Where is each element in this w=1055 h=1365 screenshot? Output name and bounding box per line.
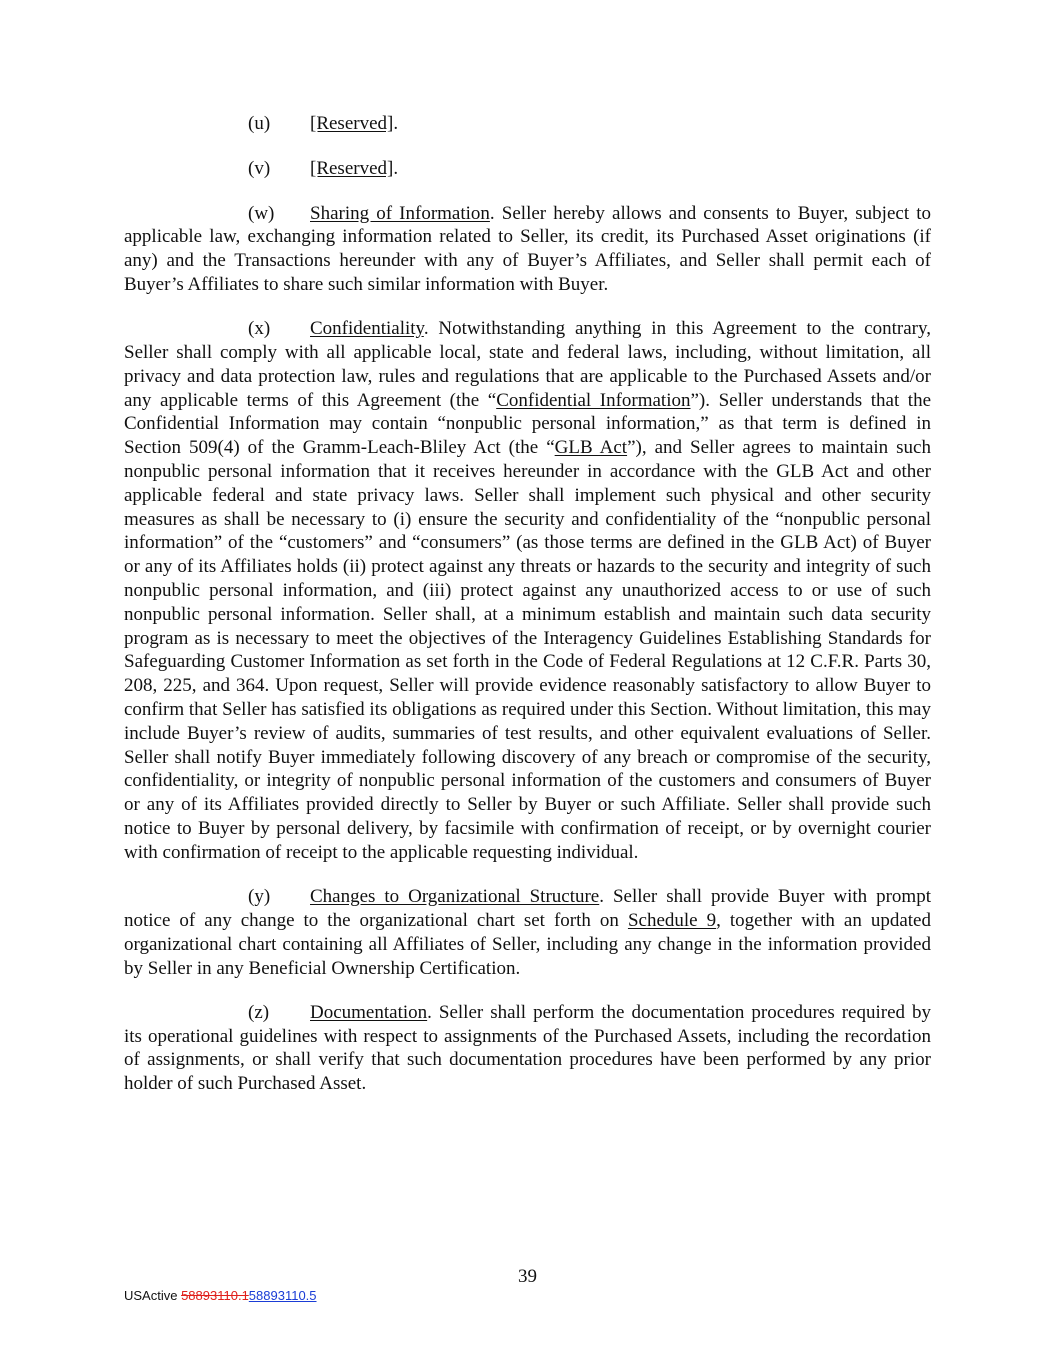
schedule-reference: Schedule 9 — [627, 909, 717, 931]
section-text: . Seller hereby allows and consents to Buyer, subject to applicable law, exchanging information related to Seller, its credit, its Purchased Asset originations (if any) and the Transactions hereunder with any of Buyer’s Affiliates, and Seller shall permit each of Buyer’s Affiliates to share such similar information with Buyer. — [124, 202, 932, 295]
deleted-doc-id: 58893110.1 — [181, 1288, 249, 1303]
section-marker: (x) — [248, 318, 271, 340]
section-heading: Sharing of Information — [310, 202, 490, 224]
section-punct: . — [393, 113, 399, 134]
section-heading: Confidentiality — [310, 318, 424, 340]
section-marker: (v) — [248, 157, 271, 179]
section-v — [248, 157, 931, 181]
section-text: ”), and Seller agrees to maintain such nonpublic personal information that it receives hereunder in accordance with the GLB Act and other applicable federal and state privacy laws. Seller shall implement such physical and other security measures as shall be necessary to (i) ensure the security and confidentiality of the “nonpublic personal information” of the “customers” and “consumers” (as those terms are defined in the GLB Act) of Buyer or any of its Affiliates holds (ii) protect against any threats or hazards to the security and integrity of such nonpublic personal information, and (iii) protect against any unauthorized access to or use of such nonpublic personal information. Seller shall, at a minimum establish and maintain such data security program as is necessary to meet the objectives of the Interagency Guidelines Establishing Standards for Safeguarding Customer Information as set forth in the Code of Federal Regulations at 12 C.F.R. Parts 30, 208, 225, and 364. Upon request, Seller will provide evidence reasonably satisfactory to allow Buyer to confirm that Seller has satisfied its obligations as required under this Section. Without limitation, this may include Buyer’s review of audits, summaries of test results, and other equivalent evaluations of Seller. Seller shall notify Buyer immediately following discovery of any breach or compromise of the security, confidentiality, or integrity of nonpublic personal information of the customers and consumers of Buyer or any of its Affiliates provided directly to Seller by Buyer or such Affiliate. Seller shall provide such notice to Buyer by personal delivery, by facsimile with confirmation of receipt, or by overnight courier with confirmation of receipt to the applicable requesting individual. — [124, 437, 931, 863]
section-marker: (y) — [248, 886, 271, 908]
section-w — [124, 202, 931, 297]
section-text: , together with an updated organizational chart containing all Affiliates of Seller, including any change in the information provided by Seller in any Beneficial Ownership Certification. — [124, 909, 931, 979]
document-body — [124, 112, 931, 1116]
section-heading: Changes to Organizational Structure — [310, 886, 600, 908]
section-marker: (w) — [248, 202, 275, 224]
defined-term: Confidential Information — [496, 389, 691, 411]
section-z — [124, 1001, 931, 1096]
defined-term: GLB Act — [554, 437, 628, 459]
section-x — [124, 317, 931, 864]
section-marker: (z) — [248, 1001, 270, 1023]
document-footer-id — [124, 1288, 317, 1303]
page-number: 39 — [518, 1266, 537, 1287]
section-text: . Notwithstanding anything in this Agreement to the contrary, Seller shall comply with all applicable local, state and federal laws, including, without limitation, all privacy and data protection law, rules and regulations that are applicable to the Purchased Assets and/or any applicable terms of this Agreement (the “ — [124, 318, 931, 411]
section-marker: (u) — [248, 113, 271, 134]
section-text: ”). Seller understands that the Confidential Information may contain “nonpublic personal information,” as that term is defined in Section 509(4) of the Gramm-Leach-Bliley Act (the “ — [124, 389, 932, 459]
inserted-doc-id: 58893110.5 — [248, 1288, 317, 1303]
footer-label: USActive — [124, 1288, 182, 1303]
section-y — [124, 885, 931, 980]
section-text: . Seller shall perform the documentation procedures required by its operational guidelines with respect to assignments of the Purchased Assets, including the recordation of assignments, or shall verify that such documentation procedures have been performed by any prior holder of such Purchased Asset. — [124, 1001, 931, 1095]
section-punct: . — [393, 157, 399, 179]
section-text: . Seller shall provide Buyer with prompt notice of any change to the organizational chart set forth on — [124, 886, 931, 931]
section-heading: [Reserved] — [310, 113, 394, 134]
section-heading: Documentation — [310, 1001, 428, 1023]
section-heading: [Reserved] — [310, 157, 394, 179]
section-u — [248, 112, 931, 136]
